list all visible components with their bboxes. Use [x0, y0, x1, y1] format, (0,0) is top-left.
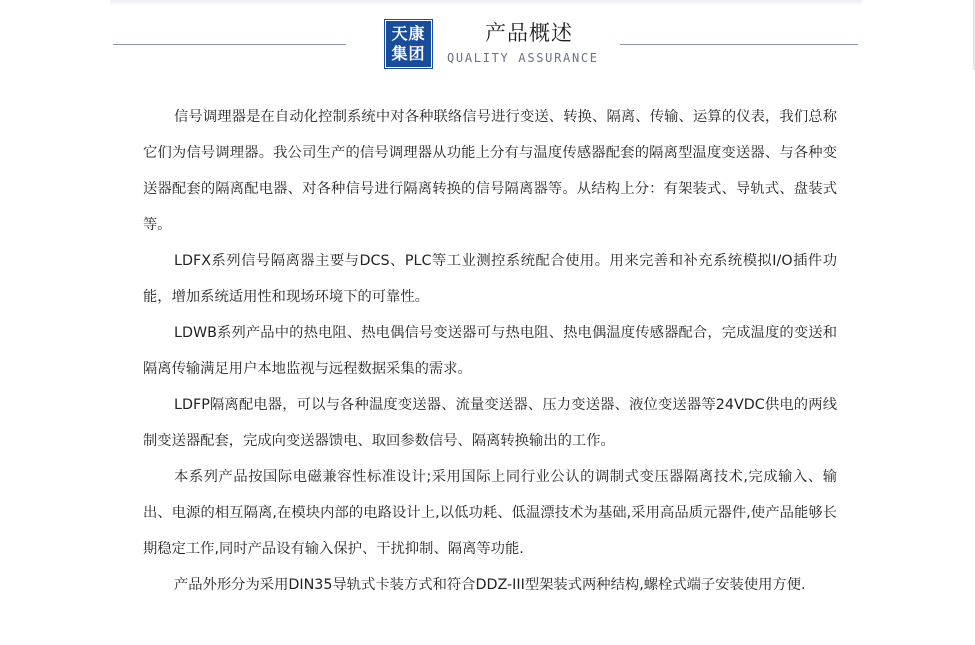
paragraph-intro: 信号调理器是在自动化控制系统中对各种联络信号进行变送、转换、隔离、传输、运算的仪表，我们总称它们为信号调理器。我公司生产的信号调理器从功能上分有与温度传感器配套的隔离型温度变送器、与各种变送器配套的隔离配电器、对各种信号进行隔离转换的信号隔离器等。从结构上分：有架装式、导轨式、盘装式等。 — [143, 109, 837, 233]
header-divider-left — [113, 44, 346, 45]
company-logo — [385, 20, 432, 68]
top-shade — [110, 0, 862, 6]
paragraph-form-factor: 产品外形分为采用DIN35导轨式卡装方式和符合DDZ-III型架装式两种结构,螺栓式端子安装使用方便. — [174, 577, 806, 593]
logo-text-top: 天康 — [391, 24, 426, 43]
paragraph-design-standard: 本系列产品按国际电磁兼容性标准设计;采用国际上同行业公认的调制式变压器隔离技术,完成输入、输出、电源的相互隔离,在模块内部的电路设计上,以低功耗、低温漂技术为基础,采用高品质元器件,使产品能够长期稳定工作,同时产品设有输入保护、干扰抑制、隔离等功能. — [143, 469, 837, 557]
section-title: 产品概述 — [485, 21, 573, 45]
section-subtitle: QUALITY ASSURANCE — [447, 51, 599, 65]
paragraph-ldfx: LDFX系列信号隔离器主要与DCS、PLC等工业测控系统配合使用。用来完善和补充系统模拟I/O插件功能，增加系统适用性和现场环境下的可靠性。 — [143, 253, 837, 305]
overview-content — [143, 99, 837, 603]
logo-text-bottom: 集团 — [391, 44, 426, 63]
paragraph-ldfp: LDFP隔离配电器，可以与各种温度变送器、流量变送器、压力变送器、液位变送器等24VDC供电的两线制变送器配套，完成向变送器馈电、取回参数信号、隔离转换输出的工作。 — [143, 397, 837, 449]
header-divider-right — [620, 44, 858, 45]
paragraph-ldwb: LDWB系列产品中的热电阻、热电偶信号变送器可与热电阻、热电偶温度传感器配合，完成温度的变送和隔离传输满足用户本地监视与远程数据采集的需求。 — [143, 325, 837, 377]
